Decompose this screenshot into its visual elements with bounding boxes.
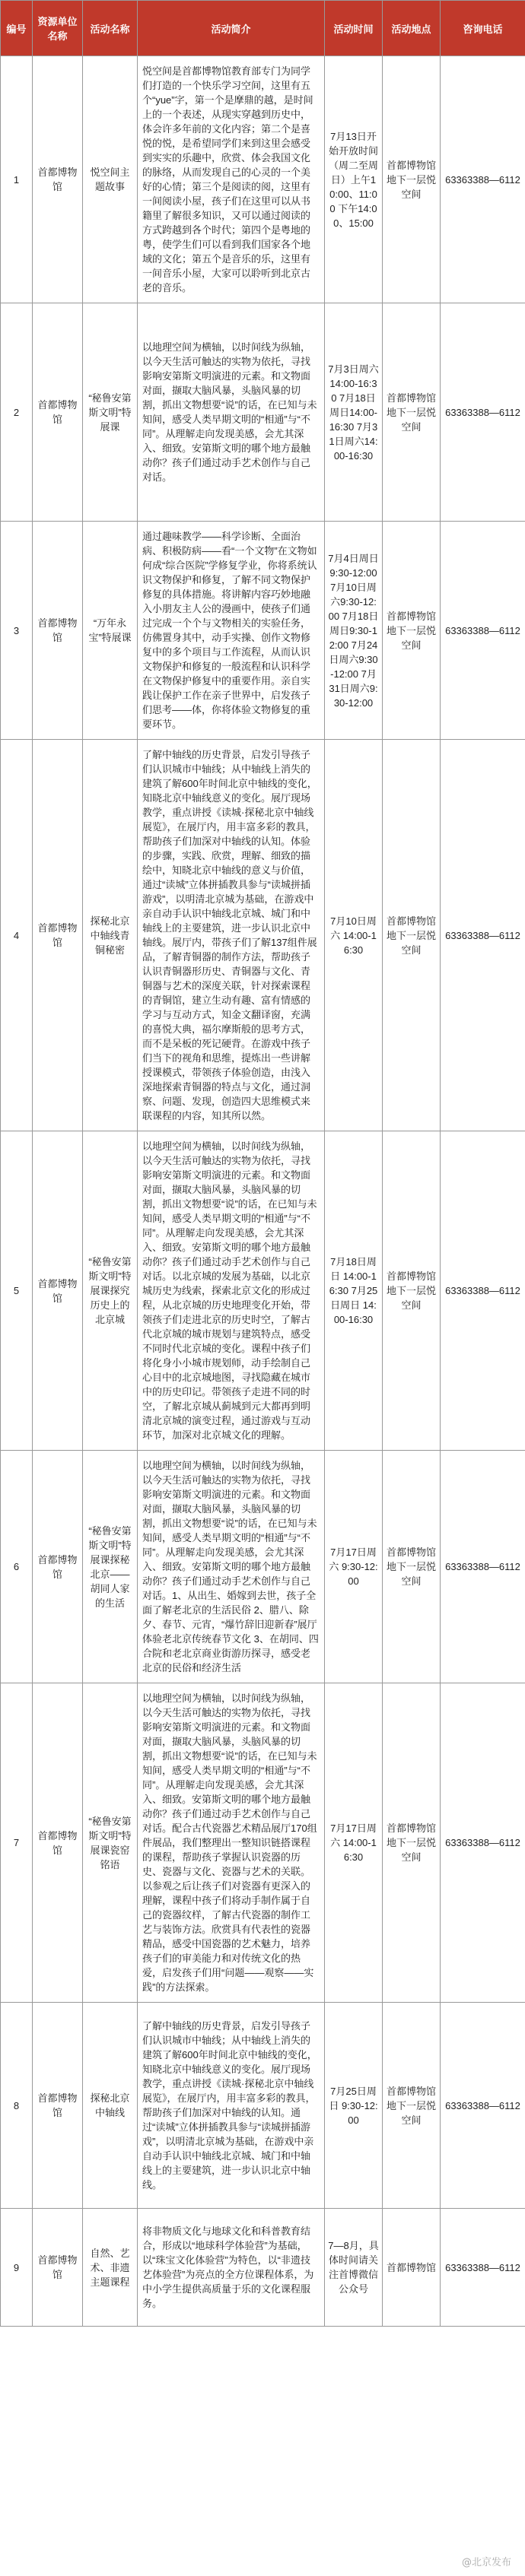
cell-desc: 了解中轴线的历史背景，启发引导孩子们认识城市中轴线；从中轴线上消失的建筑了解600年时间北京中轴线的变化，知晓北京中轴线意义的变化。展厅现场教学，重点讲授《读城·探秘北京中轴线展览》，在展厅内，用丰富多彩的教具，帮助孩子们加深对中轴线的认知。通过“读城”立体拼插教具参与“读城拼插游戏”，以明清北京城为基础，在游戏中亲自动手认识中轴线北京城、城门和中轴线上的主要建筑，进一步认识北京中轴线。 xyxy=(138,2003,325,2209)
cell-time: 7月13日开始开放时间（周二至周日）上午10:00、11:00 下午14:00、15:00 xyxy=(325,56,383,303)
cell-place: 首都博物馆地下一层悦空间 xyxy=(383,740,441,1131)
cell-time: 7月25日周日 9:30-12:00 xyxy=(325,2003,383,2209)
cell-name: “秘鲁安第斯文明”特展课 xyxy=(83,303,138,522)
table-row xyxy=(1,1451,525,1683)
watermark: @北京发布 xyxy=(461,2557,511,2568)
table-row xyxy=(1,740,525,1131)
cell-time: 7月17日周六 14:00-16:30 xyxy=(325,1683,383,2003)
cell-name: “万年永宝”特展课 xyxy=(83,522,138,740)
cell-place: 首都博物馆地下一层悦空间 xyxy=(383,1451,441,1683)
cell-phone: 63363388—6112 xyxy=(441,1451,525,1683)
cell-id: 2 xyxy=(1,303,33,522)
cell-place: 首都博物馆地下一层悦空间 xyxy=(383,1683,441,2003)
cell-id: 9 xyxy=(1,2209,33,2327)
cell-phone: 63363388—6112 xyxy=(441,2003,525,2209)
cell-phone: 63363388—6112 xyxy=(441,1131,525,1451)
header-id: 编号 xyxy=(1,1,33,56)
table-row xyxy=(1,303,525,522)
cell-place: 首都博物馆 xyxy=(383,2209,441,2327)
cell-id: 8 xyxy=(1,2003,33,2209)
cell-name: 探秘北京中轴线 xyxy=(83,2003,138,2209)
cell-desc: 通过趣味教学——科学诊断、全面治病、积极防病——看“一个文物”在文物如何成“综合医院”学修复学业，你将系统认识文物保护和修复，了解不同文物保护修复的具体措施。将讲解内容巧妙地融入小朋友主人公的漫画中，使孩子们通过完成一个个与文物相关的实验任务，仿佛置身其中，动手实操、创作文物修复中的多个项目与工作流程，从而认识文物保护和修复的一般流程和认识科学在文物保护修复中的重要作用。亲自实践让保护工作在亲子世界中，启发孩子们思考——体，你将体验文物修复的重要环节。 xyxy=(138,522,325,740)
cell-phone: 63363388—6112 xyxy=(441,303,525,522)
cell-name: “秘鲁安第斯文明”特展课瓷窑铭语 xyxy=(83,1683,138,2003)
header-time: 活动时间 xyxy=(325,1,383,56)
header-name: 活动名称 xyxy=(83,1,138,56)
cell-time: 7月18日周日 14:00-16:30 7月25日周日 14:00-16:30 xyxy=(325,1131,383,1451)
cell-time: 7—8月，具体时间请关注首博微信公众号 xyxy=(325,2209,383,2327)
cell-id: 6 xyxy=(1,1451,33,1683)
cell-place: 首都博物馆地下一层悦空间 xyxy=(383,2003,441,2209)
cell-desc: 将非物质文化与地球文化和科普教育结合，形成以“地球科学体验营”为基础，以“珠宝文化体验营”为特色，以“非遗技艺体验营”为亮点的全方位课程体系，为中小学生提供高质量于乐的文化课程服务。 xyxy=(138,2209,325,2327)
cell-id: 1 xyxy=(1,56,33,303)
cell-unit: 首都博物馆 xyxy=(33,303,83,522)
cell-time: 7月17日周六 9:30-12:00 xyxy=(325,1451,383,1683)
cell-phone: 63363388—6112 xyxy=(441,740,525,1131)
cell-id: 3 xyxy=(1,522,33,740)
cell-name: “秘鲁安第斯文明”特展课探究历史上的北京城 xyxy=(83,1131,138,1451)
cell-unit: 首都博物馆 xyxy=(33,1451,83,1683)
cell-id: 5 xyxy=(1,1131,33,1451)
cell-place: 首都博物馆地下一层悦空间 xyxy=(383,1131,441,1451)
cell-unit: 首都博物馆 xyxy=(33,740,83,1131)
table-row xyxy=(1,2003,525,2209)
cell-unit: 首都博物馆 xyxy=(33,2209,83,2327)
cell-desc: 以地理空间为横轴，以时间线为纵轴，以今天生活可触达的实物为依托，寻找影响安第斯文明演进的元素。和文物面对面，撷取大脑风暴，头脑风暴的切割，抓出文物想要“说”的话，在已知与未知间，感受人类早期文明的“相通”与“不同”。从理解走向发现美感，会尤其深入、细致。安第斯文明的哪个地方最触动你？孩子们通过动手艺术创作与自己对话。以北京城的发展为基础，以北京城历史为线索，探索北京文化的形成过程，从北京城的历史地理变化开始，带领孩子们走进北京的历史时空，了解古代北京城的城市规划与建筑特点，感受不同时代北京城的变化。课程中孩子们将化身小小城市规划师，动手绘制自己心目中的北京城地图，寻找隐藏在城市中的历史印记。带领孩子走进不同的时空，了解北京城从蓟城到元大都再到明清北京城的演变过程，通过游戏与互动环节，加深对北京城文化的理解。 xyxy=(138,1131,325,1451)
cell-place: 首都博物馆地下一层悦空间 xyxy=(383,56,441,303)
table-row xyxy=(1,56,525,303)
cell-desc: 以地理空间为横轴，以时间线为纵轴，以今天生活可触达的实物为依托，寻找影响安第斯文明演进的元素。和文物面对面，撷取大脑风暴，头脑风暴的切割，抓出文物想要“说”的话，在已知与未知间，感受人类早期文明的“相通”与“不同”。从理解走向发现美感，会尤其深入、细致。安第斯文明的哪个地方最触动你？孩子们通过动手艺术创作与自己对话。1、从出生、婚嫁到去世，孩子全面了解老北京的生活民俗 2、腊八、除夕、春节、元宵，“爆竹辞旧迎新春”展厅体验老北京传统春节文化 3、在胡同、四合院和老北京商业街游历探寻，感受老北京的民俗和经济生活 xyxy=(138,1451,325,1683)
cell-time: 7月4日周日9:30-12:00 7月10日周六9:30-12:00 7月18日周日9:30-12:00 7月24日周六9:30-12:00 7月31日周六9:30-12:00 xyxy=(325,522,383,740)
cell-phone: 63363388—6112 xyxy=(441,1683,525,2003)
header-place: 活动地点 xyxy=(383,1,441,56)
cell-desc: 以地理空间为横轴，以时间线为纵轴，以今天生活可触达的实物为依托，寻找影响安第斯文明演进的元素。和文物面对面，撷取大脑风暴，头脑风暴的切割，抓出文物想要“说”的话，在已知与未知间，感受人类早期文明的“相通”与“不同”。从理解走向发现美感，会尤其深入、细致。安第斯文明的哪个地方最触动你？孩子们通过动手艺术创作与自己对话。配合古代瓷器艺术精品展厅170组件展品，我们整理出一整知识链搭课程的课程，帮助孩子掌握认识瓷器的历史、瓷器与文化、瓷器与艺术的关联。以参观之后让孩子们对瓷器有更深入的理解，课程中孩子们将动手制作属于自己的瓷器纹样，了解古代瓷器的制作工艺与装饰方法。欣赏具有代表性的瓷器精品，感受中国瓷器的艺术魅力，培养孩子们的审美能力和对传统文化的热爱，启发孩子们用“问题——观察——实践”的方法探索。 xyxy=(138,1683,325,2003)
header-unit: 资源单位名称 xyxy=(33,1,83,56)
header-desc: 活动简介 xyxy=(138,1,325,56)
cell-name: 自然、艺术、非遗主题课程 xyxy=(83,2209,138,2327)
cell-name: 悦空间主题故事 xyxy=(83,56,138,303)
cell-id: 7 xyxy=(1,1683,33,2003)
table-row xyxy=(1,522,525,740)
cell-name: “秘鲁安第斯文明”特展课探秘北京——胡同人家的生活 xyxy=(83,1451,138,1683)
cell-place: 首都博物馆地下一层悦空间 xyxy=(383,522,441,740)
table-row xyxy=(1,2209,525,2327)
cell-phone: 63363388—6112 xyxy=(441,522,525,740)
cell-unit: 首都博物馆 xyxy=(33,522,83,740)
header-phone: 咨询电话 xyxy=(441,1,525,56)
table-row xyxy=(1,1131,525,1451)
cell-desc: 悦空间是首都博物馆教育部专门为同学们打造的一个快乐学习空间，这里有五个“yue”字，第一个是摩鼎的越，是时间上的一个表述，从现实穿越到历史中，体会许多年前的文化内容；第二个是喜悦的悦，是希望同学们来到这里会感受到实实的乐趣中，欣赏、体会我国文化的脉络，从而发现自己的心灵的一个美好的心情；第三个是阅读的阅，这里有一间阅读小屋，孩子们在这里可以从书籍里了解很多知识，又可以通过阅读的方式跨越到各个时代；第四个是粤地的粤，使学生们可以看到我们国家各个地域的文化；第五个是音乐的乐，这里有一间音乐小屋，大家可以聆听到北京古老的音乐。 xyxy=(138,56,325,303)
cell-unit: 首都博物馆 xyxy=(33,1131,83,1451)
cell-place: 首都博物馆地下一层悦空间 xyxy=(383,303,441,522)
cell-desc: 以地理空间为横轴，以时间线为纵轴，以今天生活可触达的实物为依托，寻找影响安第斯文明演进的元素。和文物面对面，撷取大脑风暴，头脑风暴的切割，抓出文物想要“说”的话，在已知与未知间，感受人类早期文明的“相通”与“不同”。从理解走向发现美感，会尤其深入、细致。安第斯文明的哪个地方最触动你？孩子们通过动手艺术创作与自己对话。 xyxy=(138,303,325,522)
cell-unit: 首都博物馆 xyxy=(33,56,83,303)
cell-time: 7月10日周六 14:00-16:30 xyxy=(325,740,383,1131)
cell-time: 7月3日周六14:00-16:30 7月18日周日14:00-16:30 7月31日周六14:00-16:30 xyxy=(325,303,383,522)
cell-unit: 首都博物馆 xyxy=(33,1683,83,2003)
cell-desc: 了解中轴线的历史背景，启发引导孩子们认识城市中轴线；从中轴线上消失的建筑了解600年时间北京中轴线的变化，知晓北京中轴线意义的变化。展厅现场教学，重点讲授《读城·探秘北京中轴线展览》，在展厅内，用丰富多彩的教具，帮助孩子们加深对中轴线的认知。体验的步骤，实践、欣赏，理解、细致的描绘中，知晓北京中轴线的意义与价值，通过“读城”立体拼插教具参与“读城拼插游戏”，以明清北京城为基础，在游戏中亲自动手认识中轴线北京城、城门和中轴线上的主要建筑，进一步认识北京中轴线。展厅内，带孩子们了解137组件展品，了解青铜器的制作方法，帮助孩子认识青铜器形历史、青铜器与文化、青铜器与艺术的深度关联，针对探索课程的青铜馆，建立生动有趣、富有情感的学习与互动方式，知金文翻译窗，充满的喜悦大典，福尔摩斯般的思考方式，而不是呆板的死记硬背。在游戏中孩子们当下的视角和思维，提炼出一些讲解授课模式，带领孩子体验创造，由浅入深地探索青铜器的特点与文化，通过洞察、问题、发现，创造四大思维模式来联课程的内容，知其所以然。 xyxy=(138,740,325,1131)
cell-unit: 首都博物馆 xyxy=(33,2003,83,2209)
cell-id: 4 xyxy=(1,740,33,1131)
cell-name: 探秘北京中轴线青铜秘密 xyxy=(83,740,138,1131)
cell-phone: 63363388—6112 xyxy=(441,2209,525,2327)
table-row xyxy=(1,1683,525,2003)
header-row xyxy=(1,1,525,56)
cell-phone: 63363388—6112 xyxy=(441,56,525,303)
